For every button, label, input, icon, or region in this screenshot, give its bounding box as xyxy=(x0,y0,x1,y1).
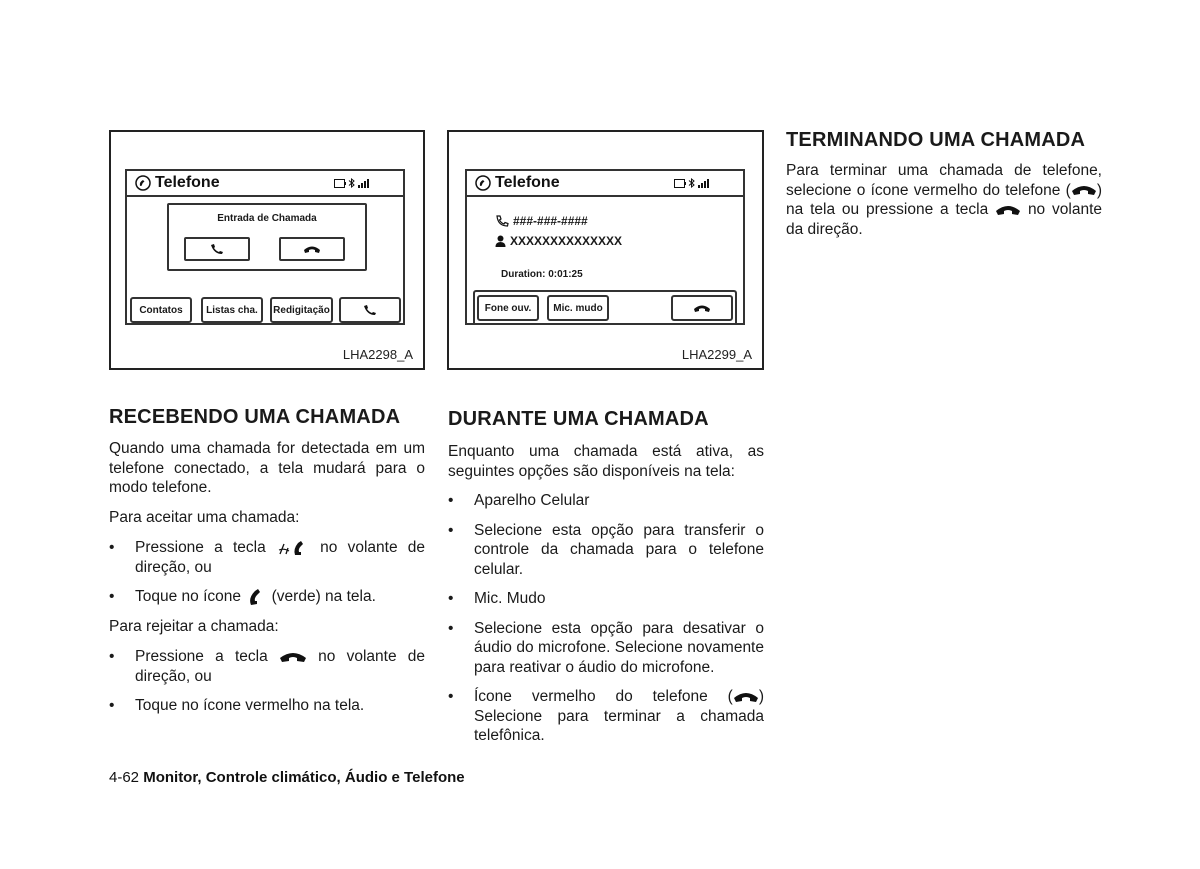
heading-receiving-call: RECEBENDO UMA CHAMADA xyxy=(109,406,401,428)
phone-hangup-icon xyxy=(995,203,1021,217)
screen-active-call xyxy=(465,169,745,325)
phone-circle-icon xyxy=(135,175,151,191)
figure-code: LHA2298_A xyxy=(342,347,413,362)
page-footer xyxy=(109,769,465,786)
call-button[interactable] xyxy=(339,297,401,323)
reject-call-button[interactable] xyxy=(279,237,345,261)
incoming-call-dialog xyxy=(167,203,367,271)
accept-call-button[interactable] xyxy=(184,237,250,261)
phone-pickup-icon xyxy=(362,304,378,316)
list-item: • Pressione a tecla no volante de direção, ou xyxy=(109,538,425,577)
phone-pickup-icon xyxy=(245,588,267,606)
battery-icon xyxy=(674,179,686,188)
handset-button[interactable]: Fone ouv. xyxy=(477,295,539,321)
signal-icon xyxy=(357,179,369,188)
status-icons xyxy=(334,178,369,188)
signal-icon xyxy=(697,179,709,188)
accept-label: Para aceitar uma chamada: xyxy=(109,509,300,526)
screen-title: Telefone xyxy=(135,174,220,192)
mic-mute-button[interactable]: Mic. mudo xyxy=(547,295,609,321)
during-intro: Enquanto uma chamada está ativa, as seguintes opções são disponíveis na tela: xyxy=(448,443,764,480)
list-item: • Selecione esta opção para transferir o controle da chamada para o telefone celular. xyxy=(448,521,764,580)
list-item: • Toque no ícone (verde) na tela. xyxy=(109,587,425,607)
caller-number: ###-###-#### xyxy=(495,214,588,228)
status-icons xyxy=(674,178,709,188)
during-list xyxy=(448,491,764,756)
list-item: • Mic. Mudo xyxy=(448,589,764,609)
accept-list xyxy=(109,538,425,617)
receiving-intro: Quando uma chamada for detectada em um telefone conectado, a tela mudará para o modo telefone. xyxy=(109,440,425,496)
reject-label: Para rejeitar a chamada: xyxy=(109,618,279,635)
contacts-button[interactable]: Contatos xyxy=(130,297,192,323)
battery-icon xyxy=(334,179,346,188)
phone-hangup-icon xyxy=(693,303,711,313)
list-item: • Aparelho Celular xyxy=(448,491,764,511)
list-item: • Selecione esta opção para desativar o áudio do microfone. Selecione novamente para reativar o áudio do microfone. xyxy=(448,619,764,678)
call-duration: Duration: 0:01:25 xyxy=(501,269,583,280)
section-title: Monitor, Controle climático, Áudio e Telefone xyxy=(143,769,465,786)
heading-ending-call: TERMINANDO UMA CHAMADA xyxy=(786,129,1086,151)
phone-hangup-icon xyxy=(303,244,321,254)
figure-code: LHA2299_A xyxy=(681,347,752,362)
screen-title: Telefone xyxy=(475,174,560,192)
bluetooth-icon xyxy=(348,178,355,188)
end-call-button[interactable] xyxy=(671,295,733,321)
phone-outline-icon xyxy=(495,215,509,227)
reject-list xyxy=(109,647,425,726)
figure-incoming-call xyxy=(109,130,425,370)
list-item: • Toque no ícone vermelho na tela. xyxy=(109,696,425,716)
person-icon xyxy=(495,235,506,247)
phone-hangup-icon xyxy=(1071,183,1097,197)
phone-pickup-icon xyxy=(209,243,225,255)
page-number: 4-62 xyxy=(109,769,140,786)
phone-hangup-icon xyxy=(279,650,307,664)
ending-call-text: Para terminar uma chamada de telefone, selecione o ícone vermelho do telefone ( ) na tela ou pressione a tecla no volante da direção. xyxy=(786,162,1102,238)
divider xyxy=(467,195,743,197)
figure-active-call xyxy=(447,130,764,370)
heading-during-call: DURANTE UMA CHAMADA xyxy=(448,408,709,430)
dialog-title: Entrada de Chamada xyxy=(217,213,317,224)
bluetooth-icon xyxy=(688,178,695,188)
list-item: • Ícone vermelho do telefone ( ) Selecione para terminar a chamada telefônica. xyxy=(448,687,764,746)
divider xyxy=(127,195,403,197)
call-lists-button[interactable]: Listas cha. xyxy=(201,297,263,323)
screen-incoming-call xyxy=(125,169,405,325)
phone-hangup-icon xyxy=(733,690,759,704)
redial-button[interactable]: Redigitação xyxy=(270,297,333,323)
list-item: • Pressione a tecla no volante de direção, ou xyxy=(109,647,425,686)
steering-phone-key-icon xyxy=(276,539,310,557)
caller-name: XXXXXXXXXXXXXX xyxy=(495,234,622,248)
phone-circle-icon xyxy=(475,175,491,191)
